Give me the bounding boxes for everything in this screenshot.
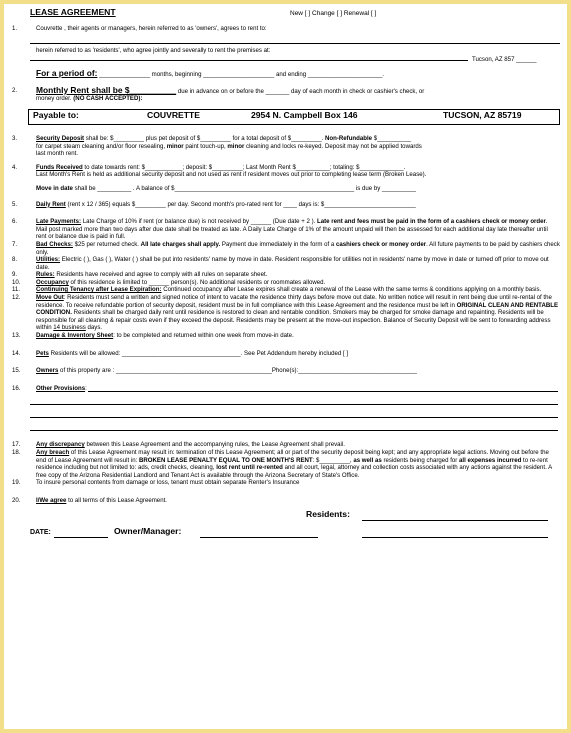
clause-text: cleaning and locks re-keyed. Deposit may not be applied towards xyxy=(244,142,422,150)
clause-text: $25 per returned check. xyxy=(72,240,141,248)
clause-bold: All late charges shall apply. xyxy=(140,240,221,248)
premises-city: Tucson, AZ 857 ______ xyxy=(472,56,537,64)
clause-text: : $_________, xyxy=(312,456,354,464)
payee-address: 2954 N. Campbell Box 146 xyxy=(251,109,358,120)
clause-bold: as well as xyxy=(353,456,382,464)
clause-6 xyxy=(10,218,560,241)
clause-text: last month rent. xyxy=(36,150,78,158)
clause-number: 15. xyxy=(12,367,21,375)
resident-second-signature-line[interactable] xyxy=(362,529,548,538)
move-in-fields[interactable]: shall be __________ . A balance of $_____________________________________________________ is due by __________ xyxy=(72,184,416,192)
clause-bold: cashiers check or money order xyxy=(336,240,427,248)
clause-label: Security Deposit xyxy=(36,134,85,142)
clause-bold: Late rent and fees must be paid in the form of a cashiers check or money order xyxy=(316,218,546,226)
clause-text: for carpet steam cleaning and/or floor resealing, xyxy=(36,142,167,150)
clause-number: 14. xyxy=(12,349,21,357)
clause-label: Owners xyxy=(36,367,59,375)
clause-number: 13. xyxy=(12,332,21,340)
clause-bold: all expenses incurred xyxy=(459,456,522,464)
clause-text: Late Charge of 10% if rent (or balance due) is not received by ______ (Due date + 2 ). xyxy=(81,218,317,226)
clause-text: of this residence is limited to ______ person(s). No additional residents or roommates allowed. xyxy=(68,278,326,286)
clause-text: money order. xyxy=(36,95,74,103)
clause-text: Continued occupancy after Lease expires shall create a renewal of the Lease with the same terms & conditions applying on a monthly basis. xyxy=(161,286,542,294)
clause-11 xyxy=(10,286,560,294)
provisions-line[interactable] xyxy=(30,405,558,418)
clause-label: Any discrepancy xyxy=(36,441,85,449)
clause-text: To insure personal contents from damage or loss, tenant must obtain separate Renter's Insurance xyxy=(36,479,300,487)
clause-label: Utilities: xyxy=(36,256,61,264)
clause-text: : xyxy=(85,384,87,392)
clause-underline: 14 business xyxy=(53,324,86,332)
clause-1 xyxy=(10,25,560,33)
clause-10 xyxy=(10,279,560,287)
clause-text: (rent x 12 / 365) equals $_________ per day. Second month's pro-rated rent for ____ days is: $___________________________ xyxy=(65,200,416,208)
payable-to-box xyxy=(28,109,560,125)
clause-label: Bad Checks: xyxy=(36,240,73,248)
clause-text: : to be completed and returned within one week from move-in date. xyxy=(113,332,294,340)
clause-text: residents being charged for xyxy=(381,456,460,464)
clause-label: Occupancy xyxy=(36,278,69,286)
lease-period xyxy=(10,70,560,79)
clause-number: 4. xyxy=(12,163,18,171)
clause-bold: minor xyxy=(166,142,184,150)
clause-bold: ORIGINAL CLEAN AND RENTABLE CONDITION. xyxy=(36,301,559,317)
clause-text: herein referred to as 'residents', who agree jointly and severally to rent the premises at: xyxy=(36,46,271,54)
clause-number: 10. xyxy=(12,278,21,286)
clause-number: 5. xyxy=(12,200,18,208)
clause-text: : Residents must send a written and signed notice of intent to vacate the residence thirty days before move out date. No written notice will result in rent being due until re-rental of the residence. To receive refundable portion of security deposit, resident must be in full compliance with this Lease Agreement and the residence must be left in xyxy=(36,294,552,309)
provisions-line[interactable] xyxy=(30,418,558,431)
document-title: LEASE AGREEMENT xyxy=(30,7,116,17)
clause-label: Move Out xyxy=(36,294,64,302)
owner-manager-label: Owner/Manager: xyxy=(114,525,182,536)
document-header xyxy=(10,9,560,21)
clause-5 xyxy=(10,201,560,209)
clause-number: 6. xyxy=(12,218,18,226)
period-fields[interactable]: _______________ months, beginning _____________________ and ending ______________________. xyxy=(99,71,385,79)
clause-18 xyxy=(10,449,560,479)
clause-text: of this Lease Agreement may result in: termination of this Lease Agreement; all or part of the security deposit being kept; and any appropriate legal actions. Moving out before the end of Lease Agreement will result in: xyxy=(36,449,549,464)
clause-label: Continuing Tenancy after Lease Expiration: xyxy=(36,286,162,294)
clause-13 xyxy=(10,332,560,340)
clause-text: Last Month's Rent is held as additional security deposit and not used as rent if resident moves out prior to completing lease term (Broken Lease). xyxy=(36,171,427,179)
resident-names-field[interactable] xyxy=(30,33,560,44)
clause-12 xyxy=(10,294,560,332)
payable-label: Payable to: xyxy=(33,109,79,120)
clause-text: paint touch-up, xyxy=(183,142,228,150)
clause-9 xyxy=(10,271,560,279)
clause-number: 17. xyxy=(12,441,21,449)
clause-16 xyxy=(10,385,560,393)
clause-label: Rules: xyxy=(36,271,55,279)
clause-bold: minor xyxy=(227,142,245,150)
clause-19 xyxy=(10,479,560,487)
clause-text: days. xyxy=(85,324,103,332)
clause-text: to date towards rent: $___________; deposit: $_________; Last Month Rent $__________; totaling: $_____________. xyxy=(82,163,406,171)
clause-label: Funds Received xyxy=(36,163,83,171)
payee-name: COUVRETTE xyxy=(147,109,200,120)
clause-number: 9. xyxy=(12,271,18,279)
clause-text: Residents have received and agree to comply with all rules on separate sheet. xyxy=(54,271,268,279)
clause-text: Couvrette , their agents or managers, herein referred to as 'owners', agrees to rent to: xyxy=(36,25,267,32)
clause-text: between this Lease Agreement and the accompanying rules, the Lease Agreement shall prevail. xyxy=(84,441,345,449)
date-line[interactable] xyxy=(54,529,108,538)
clause-label: Late Payments: xyxy=(36,218,82,226)
monthly-rent-label: Monthly Rent shall be $__________ xyxy=(36,84,177,95)
clause-17 xyxy=(10,441,560,449)
clause-text: Residents shall be charged daily rent until residence is restored to clean and rentable condition. Smokers may be charged for smoke damage and repainting. Residents will be responsible for all cleaning & repair costs even if they exceed the deposit. Residents may be present at the move-out inspection. Balance of Security Deposit will be sent to forwarding address within xyxy=(36,309,551,332)
clause-7 xyxy=(10,241,560,256)
no-cash-note: (NO CASH ACCEPTED): xyxy=(73,95,143,103)
payee-city: TUCSON, AZ 85719 xyxy=(443,109,522,120)
premises-address-field[interactable] xyxy=(30,54,560,64)
date-label: DATE: xyxy=(30,528,51,536)
residents-signature-row xyxy=(10,505,560,525)
clause-number: 12. xyxy=(12,294,21,302)
clause-3 xyxy=(10,135,560,158)
move-in-label: Move in date xyxy=(36,184,73,192)
clause-text: to re-rent residence including but not limited to: ads, credit checks, cleaning, xyxy=(36,456,548,472)
provisions-line[interactable] xyxy=(30,392,558,405)
clause-label: Damage & Inventory Sheet xyxy=(36,332,114,340)
clause-label: Other Provisions xyxy=(36,384,86,392)
clause-number: 8. xyxy=(12,256,18,264)
clause-1-premises xyxy=(10,47,560,55)
clause-number: 11. xyxy=(12,286,21,294)
clause-text: Electric ( ), Gas ( ), Water ( ) shall be put into residents' name by move in date. Resident responsible for utilities not in residents' name by move in date or turned off prior to move out date. xyxy=(36,256,549,271)
clause-text: . Mail post marked more than two days after due date shall be treated as late. A Daily Late Charge of 1% of the amount unpaid will then be assessed for each additional day late thereafter until rent or balance due is paid in full. xyxy=(36,218,548,241)
clause-text: shall be: $_________ plus pet deposit of $_________ for a total deposit of $_________. xyxy=(84,134,325,142)
clause-number: 19. xyxy=(12,479,21,487)
clause-bold: lost rent until re-rented xyxy=(216,464,283,472)
clause-label: Any breach xyxy=(36,449,70,456)
clause-text: and all court, legal, attorney and collection costs associated with any actions against the resident. A free copy of the Arizona Residential Landlord and Tenant Act is available through the Arizona Secretary of State's Office. xyxy=(36,464,552,479)
clause-2 xyxy=(10,84,560,103)
residents-label: Residents: xyxy=(306,508,350,519)
clause-number: 20. xyxy=(12,496,21,504)
pets-field[interactable]: Residents will be allowed: ___________________________________. See Pet Addendum hereby included [ ] xyxy=(48,349,349,357)
clause-number: 2. xyxy=(12,86,18,94)
clause-8 xyxy=(10,256,560,271)
lease-document xyxy=(10,9,560,539)
clause-text: . All future payments to be paid by cashiers check only. xyxy=(36,240,560,256)
clause-20 xyxy=(10,497,560,505)
period-label: For a period of: xyxy=(36,68,98,79)
agreement-type-checkboxes[interactable]: New [ ] Change [ ] Renewal [ ] xyxy=(290,10,377,17)
clause-bold: Non-Refundable xyxy=(325,134,373,142)
clause-number: 16. xyxy=(12,384,21,392)
clause-15 xyxy=(10,367,560,375)
owner-signature-line[interactable] xyxy=(200,529,318,538)
residents-signature-line[interactable] xyxy=(362,511,548,521)
clause-label: Pets xyxy=(36,349,49,357)
clause-number: 18. xyxy=(12,449,21,456)
date-owner-row xyxy=(10,525,560,539)
owners-field[interactable]: of this property are : ______________________________________________Phone(s):___________________________________ xyxy=(58,367,417,375)
clause-label: Daily Rent xyxy=(36,200,66,208)
clause-text: due in advance on or before the _______ day of each month in check or cashier's check, or xyxy=(176,87,425,95)
clause-4 xyxy=(10,164,560,193)
clause-text: Payment due immediately in the form of a xyxy=(220,240,336,248)
clause-text: $__________ xyxy=(372,134,412,142)
clause-text: to all terms of this Lease Agreement. xyxy=(66,496,167,504)
clause-bold: BROKEN LEASE PENALTY EQUAL TO ONE MONTH'S RENT xyxy=(138,456,313,464)
clause-14 xyxy=(10,350,560,358)
clause-number: 1. xyxy=(12,25,18,32)
clause-number: 7. xyxy=(12,240,18,248)
clause-label: I/We agree xyxy=(36,496,67,504)
clause-number: 3. xyxy=(12,134,18,142)
